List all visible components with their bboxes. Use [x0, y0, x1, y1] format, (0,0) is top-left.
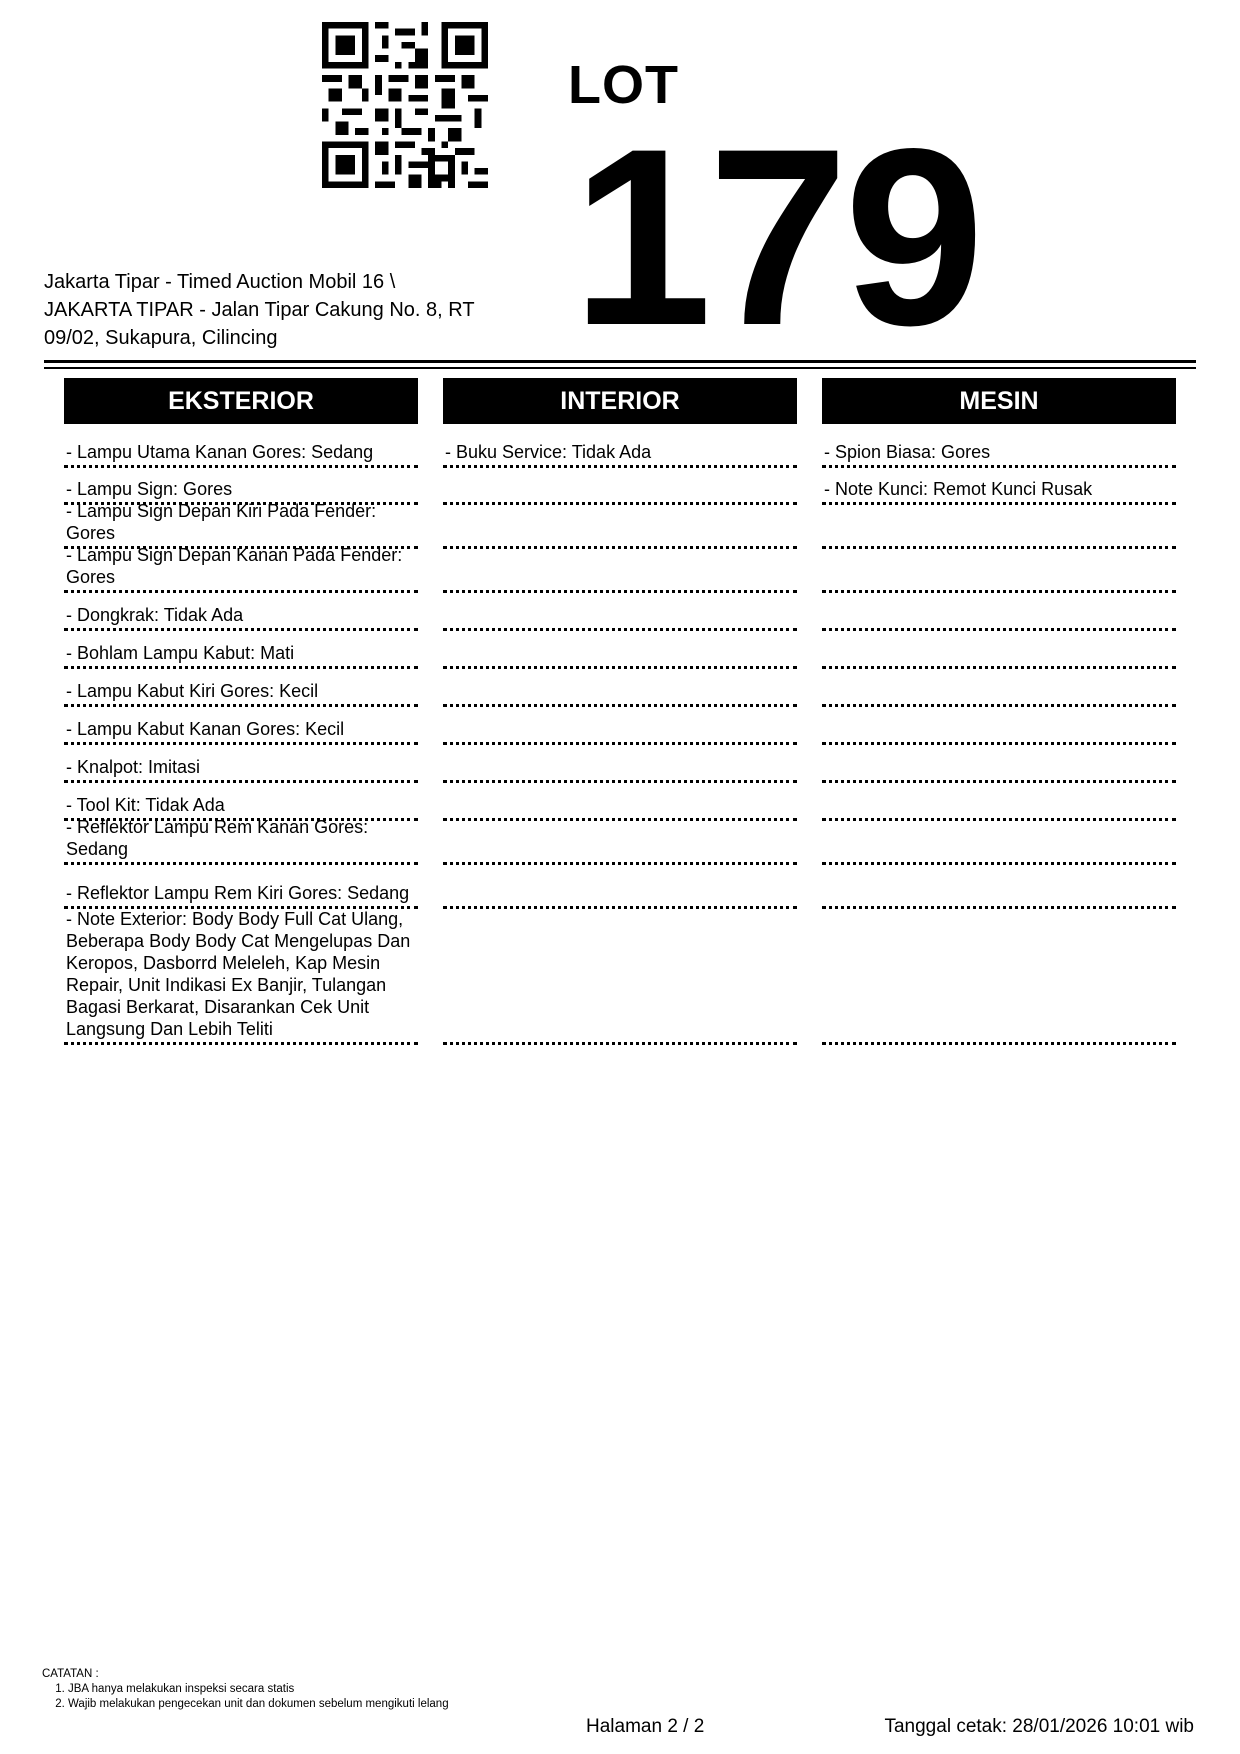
list-item: [443, 865, 797, 909]
mesin-header: MESIN: [822, 378, 1176, 424]
interior-column: [443, 378, 797, 1045]
list-item: - Tool Kit: Tidak Ada: [64, 783, 418, 821]
address-line: 09/02, Sukapura, Cilincing: [44, 327, 278, 349]
list-item: [822, 669, 1176, 707]
mesin-column: [822, 378, 1176, 1045]
lot-label: LOT: [568, 55, 679, 115]
note-item: 1. JBA hanya melakukan inspeksi secara statis: [68, 1682, 449, 1697]
list-item: [822, 505, 1176, 549]
interior-header: INTERIOR: [443, 378, 797, 424]
list-item: [822, 631, 1176, 669]
list-item: - Dongkrak: Tidak Ada: [64, 593, 418, 631]
list-item: [443, 707, 797, 745]
list-item: [443, 468, 797, 505]
list-item: - Bohlam Lampu Kabut: Mati: [64, 631, 418, 669]
list-item: [443, 783, 797, 821]
list-item: [443, 631, 797, 669]
list-item: [443, 505, 797, 549]
list-item: - Lampu Sign Depan Kiri Pada Fender: Gores: [64, 505, 418, 549]
list-item: - Buku Service: Tidak Ada: [443, 430, 797, 468]
list-item: - Lampu Kabut Kanan Gores: Kecil: [64, 707, 418, 745]
auction-address: [44, 268, 514, 352]
list-item: [822, 549, 1176, 593]
lot-number: 179: [572, 97, 981, 378]
list-item: [822, 745, 1176, 783]
list-item: [822, 707, 1176, 745]
list-item: [822, 783, 1176, 821]
list-item: [822, 865, 1176, 909]
list-item: - Lampu Utama Kanan Gores: Sedang: [64, 430, 418, 468]
list-item: [822, 821, 1176, 865]
list-item: - Lampu Sign: Gores: [64, 468, 418, 505]
list-item: [443, 593, 797, 631]
list-item: - Spion Biasa: Gores: [822, 430, 1176, 468]
address-line: JAKARTA TIPAR - Jalan Tipar Cakung No. 8, RT: [44, 299, 475, 321]
list-item: - Note Kunci: Remot Kunci Rusak: [822, 468, 1176, 505]
list-item: [822, 909, 1176, 1045]
page-number: Halaman 2 / 2: [586, 1716, 705, 1737]
list-item: [443, 669, 797, 707]
address-line: Jakarta Tipar - Timed Auction Mobil 16 \: [44, 271, 396, 293]
header-divider: [44, 360, 1196, 363]
notes-section: [42, 1667, 449, 1712]
list-item: - Lampu Sign Depan Kanan Pada Fender: Gores: [64, 549, 418, 593]
list-item: [443, 549, 797, 593]
list-item: - Note Exterior: Body Body Full Cat Ulang, Beberapa Body Body Cat Mengelupas Dan Keropos, Dasborrd Meleleh, Kap Mesin Repair, Unit Indikasi Ex Banjir, Tulangan Bagasi Berkarat, Disarankan Cek Unit Langsung Dan Lebih Teliti: [64, 909, 418, 1045]
eksterior-header: EKSTERIOR: [64, 378, 418, 424]
print-date: Tanggal cetak: 28/01/2026 10:01 wib: [884, 1716, 1194, 1737]
note-item: 2. Wajib melakukan pengecekan unit dan dokumen sebelum mengikuti lelang: [68, 1697, 449, 1712]
list-item: [443, 821, 797, 865]
notes-title: CATATAN :: [42, 1668, 99, 1680]
qr-code: [322, 22, 488, 188]
list-item: - Lampu Kabut Kiri Gores: Kecil: [64, 669, 418, 707]
list-item: - Reflektor Lampu Rem Kiri Gores: Sedang: [64, 865, 418, 909]
eksterior-column: [64, 378, 418, 1045]
list-item: - Reflektor Lampu Rem Kanan Gores: Sedang: [64, 821, 418, 865]
list-item: [443, 909, 797, 1045]
list-item: - Knalpot: Imitasi: [64, 745, 418, 783]
list-item: [822, 593, 1176, 631]
list-item: [443, 745, 797, 783]
header-divider: [44, 367, 1196, 369]
